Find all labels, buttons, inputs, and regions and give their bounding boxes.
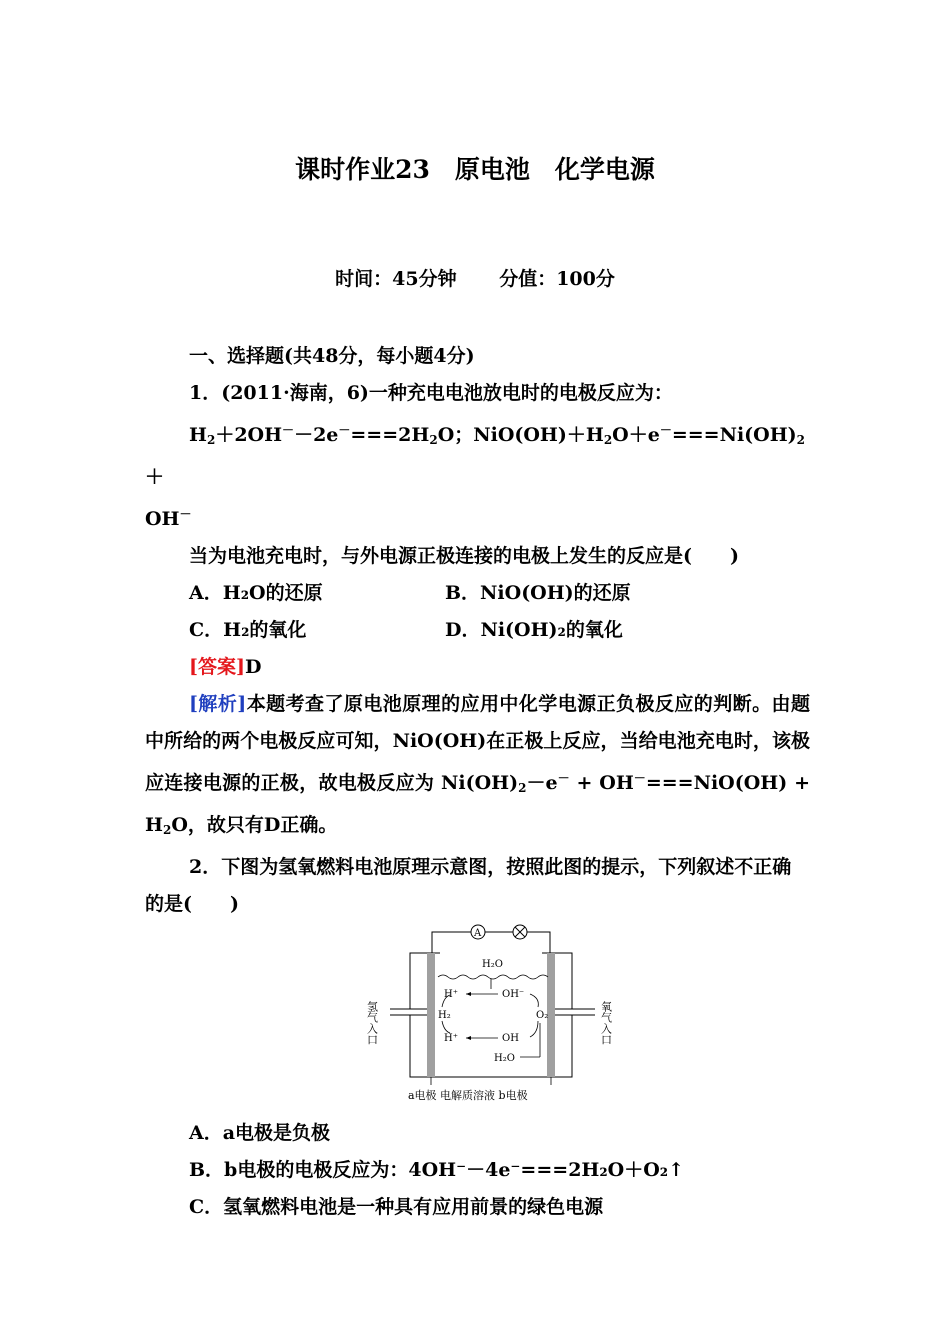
time-limit: 时间：45分钟: [335, 268, 457, 290]
q1-answer: [答案]D: [189, 656, 262, 678]
svg-text:H₂O: H₂O: [494, 1053, 515, 1064]
svg-text:OH: OH: [502, 1033, 519, 1044]
q1-options-row2: [145, 612, 810, 649]
svg-text:A: A: [474, 928, 482, 939]
electrode-a: [427, 953, 435, 1077]
svg-text:H⁺: H⁺: [444, 989, 458, 1000]
q1-option-a: A．H₂O的还原: [189, 582, 323, 604]
svg-text:a电极 电解质溶液 b电极: a电极 电解质溶液 b电极: [408, 1089, 528, 1102]
q1-option-d: D．Ni(OH)₂的氧化: [445, 619, 623, 641]
q1-explanation: [解析]本题考查了原电池原理的应用中化学电源正负极反应的判断。由题中所给的两个电极反应可知，NiO(OH)在正极上反应，当给电池充电时，该极应连接电源的正极，故电极反应为 $Ni(OH)_2-e^- + OH^-===NiO(OH) + H_2O$，故只有D正确。: [145, 693, 811, 837]
q2-option-b: B．b电极的电极反应为：4OH⁻－4e⁻===2H₂O＋O₂↑: [189, 1159, 685, 1181]
q1-stem: 1．(2011·海南，6)一种充电电池放电时的电极反应为：: [189, 382, 673, 404]
q2-option-c: C．氢氧燃料电池是一种具有应用前景的绿色电源: [189, 1196, 604, 1218]
q2-stem: 2．下图为氢氧燃料电池原理示意图，按照此图的提示，下列叙述不正确的是( ): [145, 856, 792, 915]
svg-text:H⁺: H⁺: [444, 1033, 458, 1044]
q1-option-c: C．H₂的氧化: [189, 619, 307, 641]
fuel-cell-diagram: [365, 927, 620, 1105]
svg-text:O₂: O₂: [536, 1010, 549, 1021]
svg-text:H₂O: H₂O: [482, 959, 503, 970]
section-heading: 一、选择题(共48分，每小题4分): [189, 345, 475, 367]
time-score-info: [0, 264, 950, 291]
q2-option-a: A．a电极是负极: [189, 1122, 331, 1144]
score-total: 分值：100分: [499, 268, 615, 290]
q1-question: 当为电池充电时，与外电源正极连接的电极上发生的反应是( ): [189, 545, 739, 567]
page-title: 课时作业23 原电池 化学电源: [295, 155, 655, 184]
q1-options-row1: [145, 575, 810, 612]
answer-tag: [答案]: [189, 656, 245, 678]
q1-option-b: B．NiO(OH)的还原: [445, 582, 631, 604]
explanation-tag: [解析]: [189, 693, 247, 715]
svg-text:H₂: H₂: [438, 1010, 451, 1021]
svg-text:氧气入口: 氧气入口: [599, 1001, 613, 1045]
q1-equation: $H_2+2OH^--2e^-===2H_2O$；$NiO(OH)+H_2O+e^-===Ni(OH)_2+$: [145, 423, 806, 488]
svg-text:氢气入口: 氢气入口: [365, 1001, 379, 1045]
q1-equation-cont: OH－: [145, 507, 192, 530]
svg-text:OH⁻: OH⁻: [502, 989, 525, 1000]
question-body: [145, 338, 810, 1226]
